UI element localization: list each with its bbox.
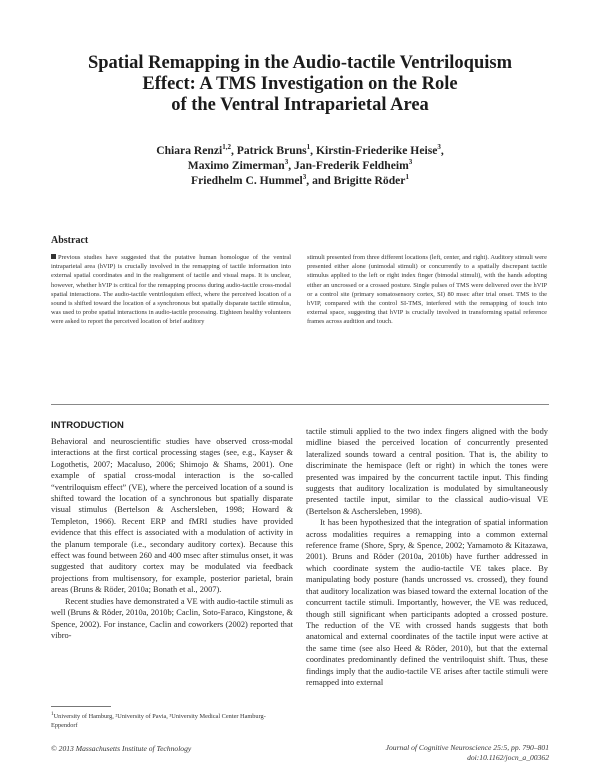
abstract-heading: Abstract <box>51 235 89 246</box>
author-affiliation-sup: 3 <box>437 143 441 152</box>
author-name: Jan-Frederik Feldheim <box>293 159 409 173</box>
footnote-text: University of Hamburg, ²University of Pavia, ³University Medical Center Hamburg-Eppendorf <box>51 713 266 729</box>
author-name: Maximo Zimerman <box>187 159 285 173</box>
author-name: Friedhelm C. Hummel <box>191 174 303 188</box>
author-affiliation-sup: 3 <box>284 158 289 167</box>
author-name: Chiara Renzi <box>156 144 223 157</box>
paragraph: Behavioral and neuroscientific studies have observed cross-modal interactions at the first cortical processing stages (see, e.g., Kayser & Logothetis, 2007; Macaluso, 2006; Shimojo & Shams, 2001). One example of spatial cross-modal interaction is the so-called “ventriloquism effect” (VE), where the perceived location of a sound is shifted toward the location of a synchronous but spatially disparate visual stimulus (Bertelson & Aschersleben, 1998; Howard & Templeton, 1966). Recent ERP and fMRI studies have provided evidence that this effect is associated with a modulation of activity in the planum temporale (i.e., secondary auditory cortex). Because this effect was found between 260 and 400 msec after stimulus onset, it was suggested that auditory cortex may be modulated via feedback projections from multisensory, for example, posterior parietal, brain areas (Bruns & Röder, 2010a; Bonath et al., 2007). <box>51 437 293 595</box>
author-separator: , <box>230 144 237 157</box>
author-affiliation-sup: 1 <box>306 143 311 152</box>
body-right-column <box>306 426 548 688</box>
author-name: Kirstin-Friederike Heise <box>315 144 438 157</box>
title-line: of the Ventral Intraparietal Area <box>171 95 429 115</box>
author-line <box>50 143 550 158</box>
journal-citation <box>386 743 549 763</box>
journal-info: Journal of Cognitive Neuroscience 25:5, pp. 790–801 <box>385 743 549 752</box>
affiliation-footnote <box>51 710 291 730</box>
author-separator: , <box>310 144 316 157</box>
square-bullet-icon <box>51 254 56 259</box>
body-left-column <box>51 436 293 641</box>
copyright-notice: © 2013 Massachusetts Institute of Technology <box>51 744 192 753</box>
author-name: Patrick Bruns <box>236 144 307 157</box>
footnote-divider <box>51 706 111 707</box>
introduction-heading: INTRODUCTION <box>51 420 124 431</box>
author-affiliation-sup: 1 <box>405 173 409 182</box>
author-list <box>50 143 550 189</box>
author-affiliation-sup: 1,2 <box>222 143 231 152</box>
abstract-left-column <box>51 253 291 327</box>
title-line: Effect: A TMS Investigation on the Role <box>142 74 458 94</box>
author-line <box>50 158 550 173</box>
author-separator: , <box>440 144 444 157</box>
abstract-text-left: Previous studies have suggested that the putative human homologue of the ventral intraparietal area (hVIP) is crucially involved in the remapping of tactile information into external spatial coordinates and in the realignment of tactile and visual maps. It is unclear, however, whether hVIP is critical for the remapping process during audio-tactile cross-modal spatial interactions. The audio-tactile ventriloquism effect, where the perceived location of a sound is shifted toward the location of a synchronous but spatially disparate tactile stimulus, was used to probe spatial interactions in audio-tactile processing. Eighteen healthy volunteers were asked to report the perceived location of brief auditory <box>51 254 291 326</box>
author-separator: , and <box>306 174 334 188</box>
author-name: Brigitte Röder <box>333 174 406 188</box>
section-divider <box>51 404 549 405</box>
author-line <box>50 173 550 188</box>
paragraph: It has been hypothesized that the integration of spatial information across modalities requires a remapping into a common external reference frame (Shore, Spry, & Spence, 2002; Yamamoto & Kitazawa, 2001). Bruns and Röder (2010a, 2010b) have further addressed in which coordinate system the audio-tactile VE takes place. By manipulating body posture (hands uncrossed vs. crossed), they found that auditory localization was biased toward the external location of the concurrent tactile stimuli. Importantly, however, the VE was reduced, though still significant when participants adopted a crossed posture. The reduction of the VE with crossed hands suggests that both anatomical and external coordinates of the tactile input were active at the same time (see also Heed & Röder, 2010), but that the external coordinates predominantly defined the ventriloquist shift. Thus, these findings imply that the audio-tactile VE arises after tactile stimuli were remapped into external <box>306 518 548 687</box>
footnote-sup: 1 <box>51 711 54 717</box>
doi: doi:10.1162/jocn_a_00362 <box>467 753 549 762</box>
abstract-right-column: stimuli presented from three different locations (left, center, and right). Auditory stimuli were presented either alone (unimodal stimuli) or concurrently to a spatially discrepant tactile stimulus applied to the left or right index finger (bimodal stimuli), with the hands adopting either an uncrossed or a crossed posture. Single pulses of TMS were delivered over the hVIP or a control site (primary somatosensory cortex, SI) 80 msec after trial onset. TMS to the hVIP, compared with the control SI-TMS, interfered with the remapping of touch into external space, suggesting that hVIP is crucially involved in transforming spatial reference frames across audition and touch. <box>307 254 547 326</box>
paragraph: Recent studies have demonstrated a VE with audio-tactile stimuli as well (Bruns & Röder, 2010a, 2010b; Caclin, Soto-Faraco, Kingstone, & Spence, 2002). For instance, Caclin and coworkers (2002) reported that vibro- <box>51 596 294 640</box>
paper-title <box>50 53 550 116</box>
author-affiliation-sup: 3 <box>302 173 307 182</box>
author-separator: , <box>288 159 294 173</box>
title-line: Spatial Remapping in the Audio-tactile Ventriloquism <box>87 53 513 73</box>
paragraph: tactile stimuli applied to the two index fingers aligned with the body midline biased the perceived location of concurrently presented lateralized sounds toward a central position. That is, the ability to discriminate the hemispace (left or right) in which the tones were presented was impaired by the concurrent tactile input. This finding suggests that auditory localization is modulated by simultaneously presented tactile input, similar to the classical audio-visual VE (Bertelson & Aschersleben, 1998). <box>306 427 548 516</box>
author-affiliation-sup: 3 <box>408 158 413 167</box>
